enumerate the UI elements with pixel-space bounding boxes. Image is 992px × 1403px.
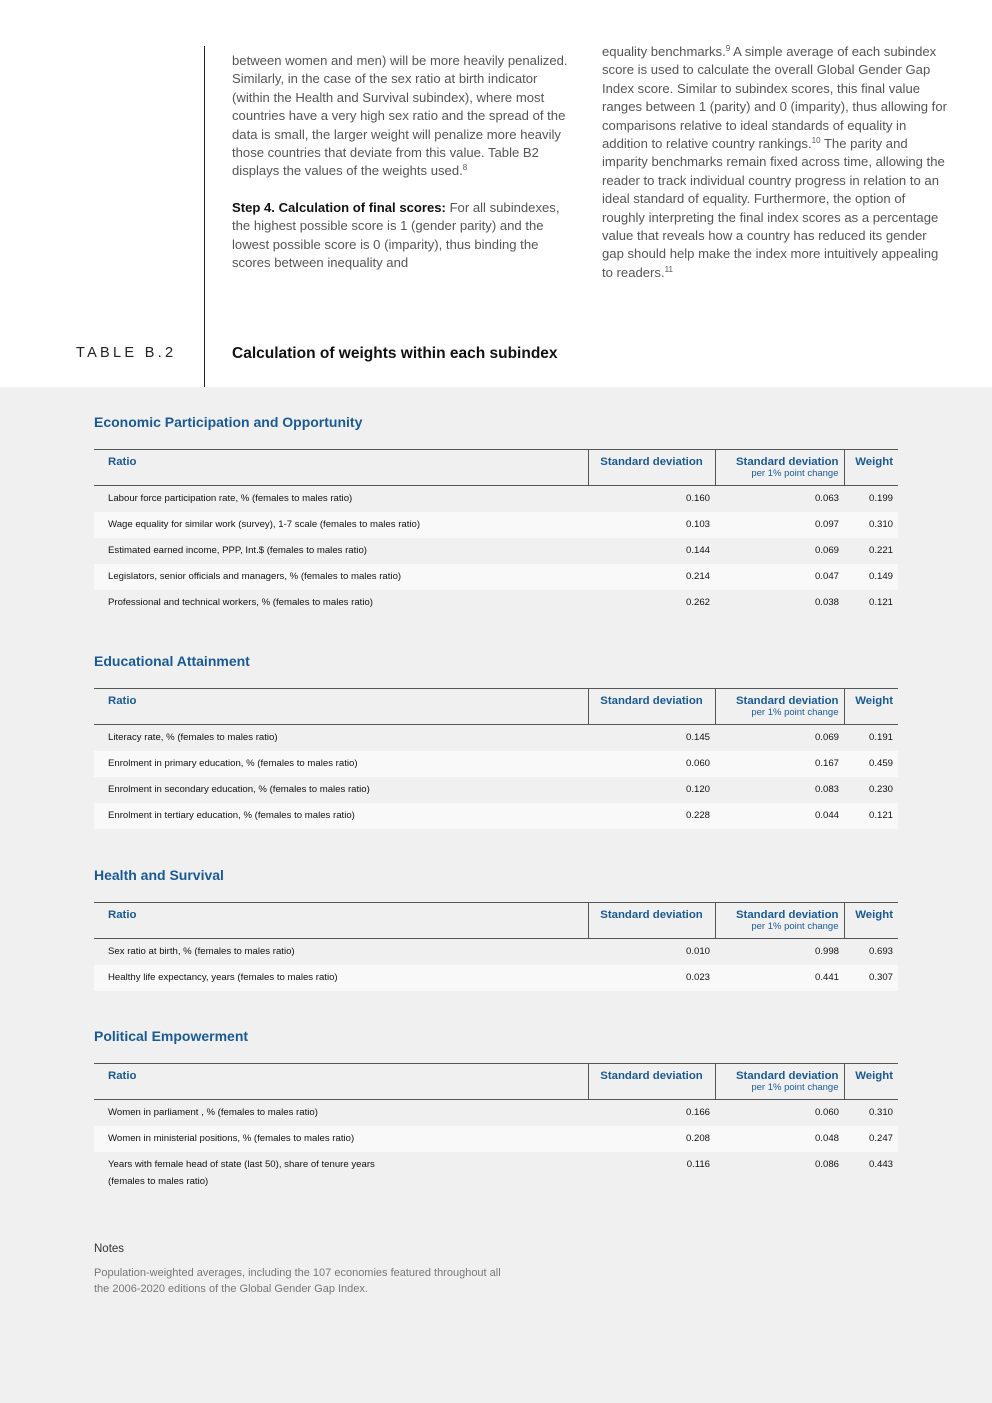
table-title: Calculation of weights within each subindex	[232, 345, 558, 362]
header-sd: Standard deviation	[588, 450, 715, 486]
notes-heading: Notes	[94, 1243, 125, 1255]
footnote-ref: 9	[725, 44, 731, 53]
table-header-row	[94, 689, 898, 725]
table-row: Enrolment in secondary education, % (females to males ratio) 0.120 0.083 0.230	[108, 783, 893, 795]
header-weight: Weight	[844, 689, 898, 725]
footnote-ref: 10	[811, 136, 821, 146]
weights-table	[94, 1063, 898, 1192]
section-political	[94, 1027, 898, 1187]
header-sdp: Standard deviation per 1% point change	[715, 450, 844, 486]
table-header-row	[94, 1064, 898, 1100]
header-ratio: Ratio	[94, 689, 588, 725]
weights-table	[94, 449, 898, 616]
step-heading: Step 4. Calculation of final scores:	[232, 199, 446, 215]
table-row: Enrolment in tertiary education, % (females to males ratio) 0.228 0.044 0.121	[94, 803, 898, 829]
table-row: Labour force participation rate, % (females to males ratio) 0.160 0.063 0.199	[108, 493, 893, 504]
section-economic	[94, 413, 898, 608]
section-title: Educational Attainment	[94, 653, 250, 669]
section-health	[94, 866, 898, 983]
table-row: Enrolment in primary education, % (females to males ratio) 0.060 0.167 0.459	[94, 751, 898, 777]
table-row: Women in ministerial positions, % (females to males ratio) 0.208 0.048 0.247	[94, 1126, 898, 1152]
header-sdp: Standard deviation per 1% point change	[715, 903, 844, 939]
table-row: Years with female head of state (last 50), share of tenure years (females to males ratio) 0.116 0.086 0.443	[108, 1158, 893, 1187]
table-row: Healthy life expectancy, years (females to males ratio) 0.023 0.441 0.307	[94, 965, 898, 991]
weights-table	[94, 688, 898, 829]
header-ratio: Ratio	[94, 903, 588, 939]
header-ratio: Ratio	[94, 1064, 588, 1100]
notes-body: Population-weighted averages, including the 107 economies featured throughout all the 2006-2020 editions of the Global Gender Gap Index.	[94, 1267, 501, 1295]
table-row: Estimated earned income, PPP, Int.$ (females to males ratio) 0.144 0.069 0.221	[108, 544, 893, 556]
header-sd: Standard deviation	[588, 689, 715, 725]
header-weight: Weight	[844, 450, 898, 486]
weights-table	[94, 902, 898, 991]
header-weight: Weight	[844, 903, 898, 939]
table-row: Professional and technical workers, % (females to males ratio) 0.262 0.038 0.121	[108, 596, 893, 608]
header-sd: Standard deviation	[588, 903, 715, 939]
table-row: Literacy rate, % (females to males ratio) 0.145 0.069 0.191	[108, 732, 893, 743]
header-sdp: Standard deviation per 1% point change	[715, 1064, 844, 1100]
paragraph: equality benchmarks.$^9$ A simple average of each subindex score is used to calculate the overall Global Gender Gap Index score. Similar to subindex scores, this final value ranges between 1 (parity) and 0 (imparity), thus allowing for comparisons relative to ideal standards of equality in addition to relative country rankings.$^{10}$ The parity and imparity benchmarks remain fixed across time, allowing the reader to track individual country progress in relation to an ideal standard of equality. Furthermore, the option of roughly interpreting the final index scores as a percentage value that reveals how a country has reduced its gender gap should help make the index more intuitively appealing to readers.$^{11}$	[602, 44, 947, 280]
text-column-right	[602, 43, 947, 282]
footnote-ref: 8	[462, 163, 468, 173]
paragraph: between women and men) will be more heavily penalized. Similarly, in the case of the sex ratio at birth indicator (within the Health and Survival subindex), where most countries have a very high sex ratio and the spread of the data is small, the larger weight will penalize more heavily those countries that deviate from this value. Table B2 displays the values of the weights used.$^8$	[232, 53, 568, 179]
table-row: Wage equality for similar work (survey), 1-7 scale (females to males ratio) 0.103 0.097 0.310	[94, 512, 898, 538]
section-title: Economic Participation and Opportunity	[94, 414, 363, 430]
table-header-row	[94, 450, 898, 486]
paragraph: Step 4. Calculation of final scores: For all subindexes, the highest possible score is 1 (gender parity) and the lowest possible score is 0 (imparity), thus binding the scores between inequality and	[232, 199, 560, 271]
footnote-ref: 11	[664, 264, 673, 274]
table-row: Legislators, senior officials and managers, % (females to males ratio) 0.214 0.047 0.149	[94, 564, 898, 590]
table-row: Women in parliament , % (females to males ratio) 0.166 0.060 0.310	[108, 1107, 893, 1118]
header-sd: Standard deviation	[588, 1064, 715, 1100]
text-column-left	[232, 52, 568, 272]
vertical-rule	[204, 46, 205, 387]
top-text-area	[0, 0, 992, 387]
header-sdp: Standard deviation per 1% point change	[715, 689, 844, 725]
section-education	[94, 652, 898, 821]
header-ratio: Ratio	[94, 450, 588, 486]
table-row: Sex ratio at birth, % (females to males ratio) 0.010 0.998 0.693	[108, 946, 893, 957]
table-label: TABLE B.2	[76, 345, 177, 361]
header-weight: Weight	[844, 1064, 898, 1100]
table-header-row	[94, 903, 898, 939]
section-title: Health and Survival	[94, 867, 224, 883]
section-title: Political Empowerment	[94, 1028, 249, 1044]
